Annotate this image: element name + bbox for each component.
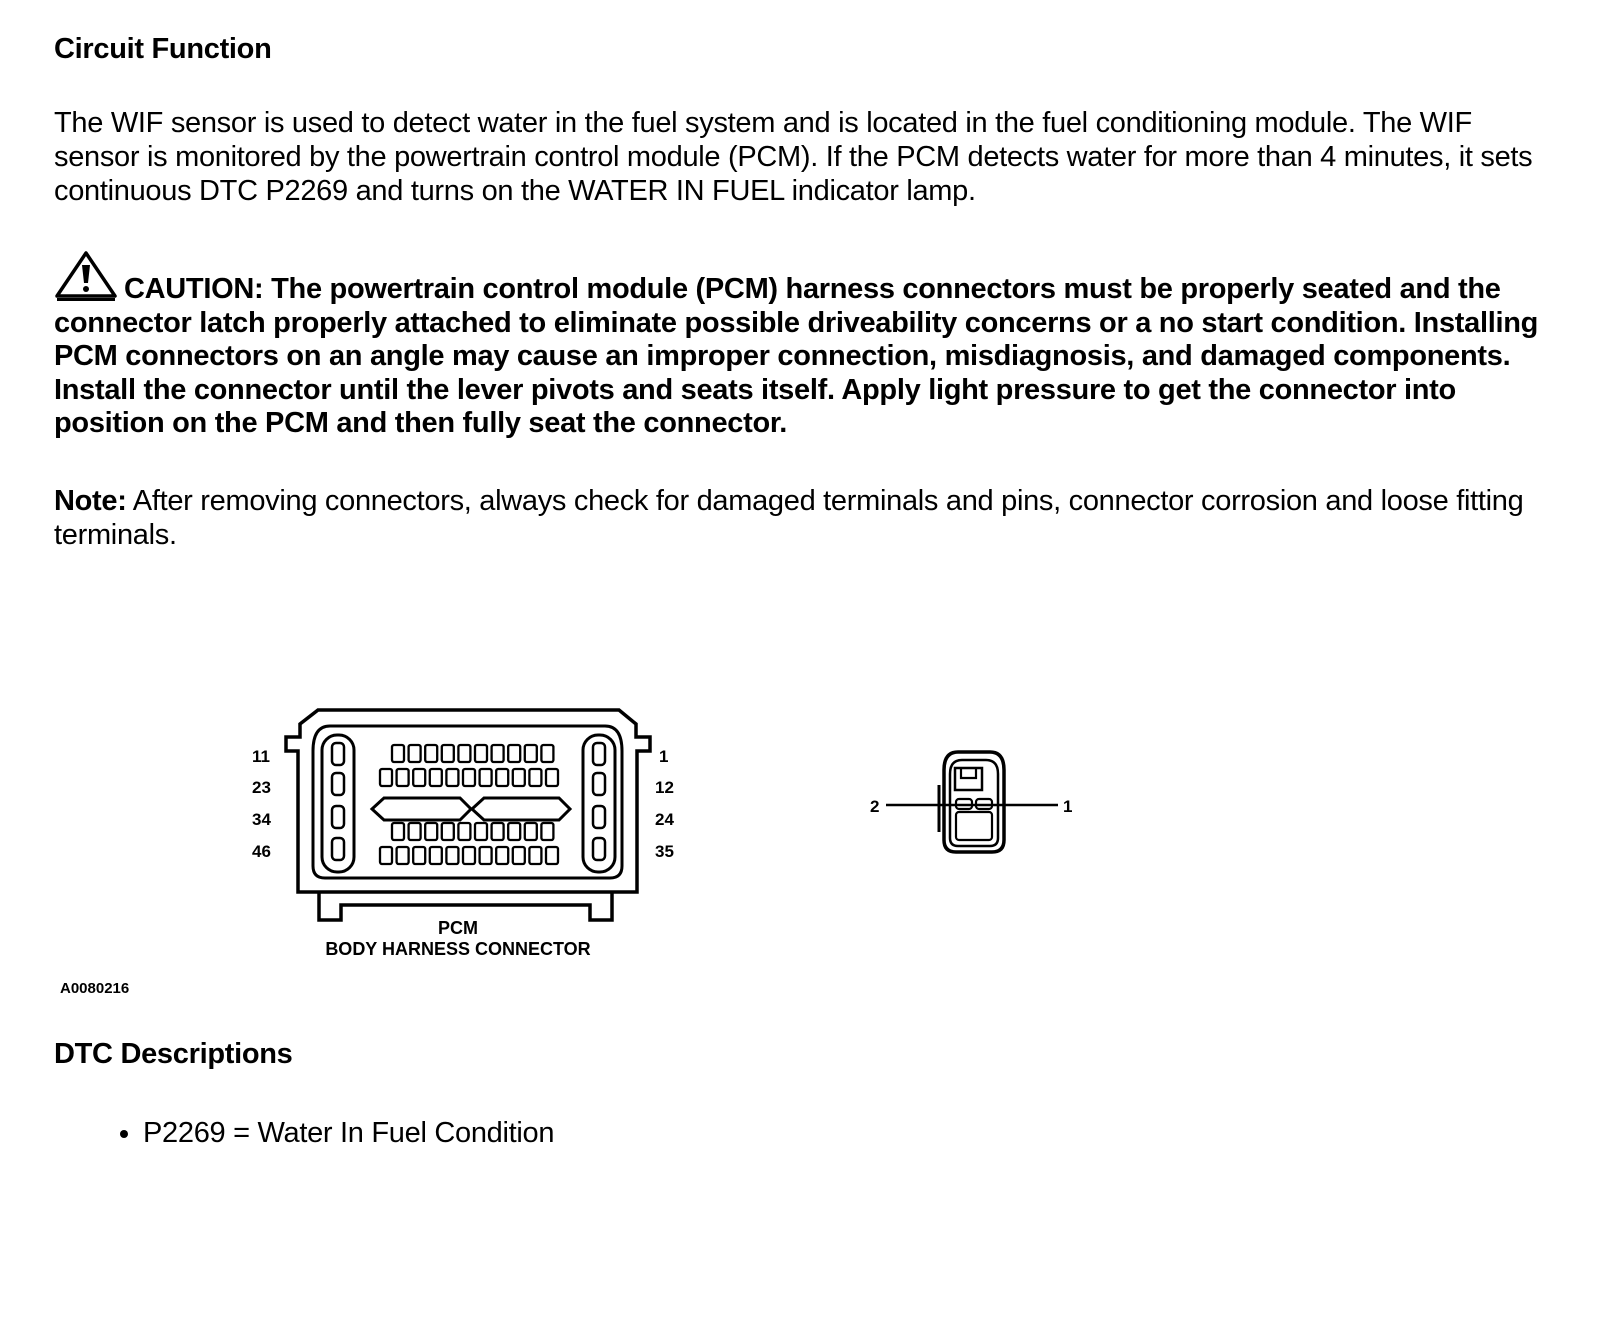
pcm-pin-slot [380, 769, 392, 786]
pcm-pin-slot [492, 823, 504, 840]
pcm-pin-slot [546, 847, 558, 864]
note-text: After removing connectors, always check for damaged terminals and pins, connector corrosion and loose fitting terminals. [54, 485, 1524, 551]
pcm-pin-slot [413, 769, 425, 786]
sensor-pin-label-left: 2 [870, 797, 880, 816]
pcm-pin-slot [513, 847, 525, 864]
pcm-pin-grid [380, 745, 558, 864]
circuit-function-text: The WIF sensor is used to detect water in the fuel system and is located in the fuel conditioning module. The WIF sensor is monitored by the powertrain control module (PCM). If the PCM detects water for more than 4 minutes, it sets continuous DTC P2269 and turns on the WATER IN FUEL indicator lamp. [54, 107, 1533, 207]
pcm-pin-slot [425, 745, 437, 762]
pcm-pin-label: 12 [655, 778, 674, 797]
pcm-pin-slot [380, 847, 392, 864]
pcm-pin-slot [508, 823, 520, 840]
pcm-pin-slot [425, 823, 437, 840]
dtc-descriptions-heading: DTC Descriptions [54, 1038, 293, 1070]
dtc-list [105, 1116, 554, 1150]
pcm-pin-slot [546, 769, 558, 786]
pcm-pin-label: 23 [252, 778, 271, 797]
pcm-left-pin-labels [252, 747, 271, 861]
pcm-pin-label: 11 [252, 747, 270, 766]
pcm-pin-label: 24 [655, 810, 674, 829]
note-label: Note: [54, 485, 127, 517]
pcm-pin-slot [475, 745, 487, 762]
pcm-pin-slot [397, 847, 409, 864]
dtc-list-item: • P2269 = Water In Fuel Condition [143, 1116, 554, 1150]
pcm-pin-label: 46 [252, 842, 271, 861]
pcm-pin-slot [430, 769, 442, 786]
pcm-pin-slot [529, 847, 541, 864]
caution-text: CAUTION: The powertrain control module (PCM) harness connectors must be properly seated and the connector latch properly attached to eliminate possible driveability concerns or a no start condition. Installing PCM connectors on an angle may cause an improper connection, misdiagnosis, and damaged components. Install the connector until the lever pivots and seats itself. Apply light pressure to get the connector into position on the PCM and then fully seat the connector. [54, 273, 1539, 439]
pcm-pin-label: 35 [655, 842, 674, 861]
pcm-pin-slot [442, 823, 454, 840]
pcm-pin-slot [529, 769, 541, 786]
pcm-connector-subtitle: BODY HARNESS CONNECTOR [325, 939, 591, 959]
pcm-pin-slot [541, 745, 553, 762]
pcm-pin-slot [409, 745, 421, 762]
pcm-pin-slot [541, 823, 553, 840]
pcm-center-latches [372, 798, 570, 820]
pcm-pin-slot [409, 823, 421, 840]
pcm-pin-slot [480, 847, 492, 864]
pcm-pin-slot [413, 847, 425, 864]
pcm-pin-slot [525, 745, 537, 762]
pcm-pin-slot [458, 745, 470, 762]
pcm-pin-slot [496, 847, 508, 864]
pcm-pin-slot [463, 769, 475, 786]
circuit-function-heading: Circuit Function [54, 33, 272, 65]
pcm-pin-label: 34 [252, 810, 271, 829]
pcm-pin-slot [475, 823, 487, 840]
pcm-connector-housing [286, 710, 650, 920]
sensor-connector [886, 752, 1058, 852]
pcm-pin-slot [496, 769, 508, 786]
pcm-pin-slot [392, 823, 404, 840]
pcm-connector-title: PCM [438, 918, 478, 938]
pcm-pin-slot [430, 847, 442, 864]
pcm-pin-slot [480, 769, 492, 786]
pcm-pin-slot [397, 769, 409, 786]
pcm-pin-slot [458, 823, 470, 840]
pcm-pin-slot [392, 745, 404, 762]
pcm-pin-slot [492, 745, 504, 762]
pcm-pin-slot [508, 745, 520, 762]
pcm-pin-slot [446, 847, 458, 864]
pcm-pin-slot [513, 769, 525, 786]
pcm-pin-slot [446, 769, 458, 786]
figure-id: A0080216 [60, 980, 130, 997]
pcm-right-pin-labels [655, 747, 674, 861]
sensor-pin-label-right: 1 [1063, 797, 1073, 816]
pcm-pin-slot [442, 745, 454, 762]
pcm-pin-slot [525, 823, 537, 840]
pcm-pin-slot [463, 847, 475, 864]
pcm-pin-label: 1 [659, 747, 669, 766]
